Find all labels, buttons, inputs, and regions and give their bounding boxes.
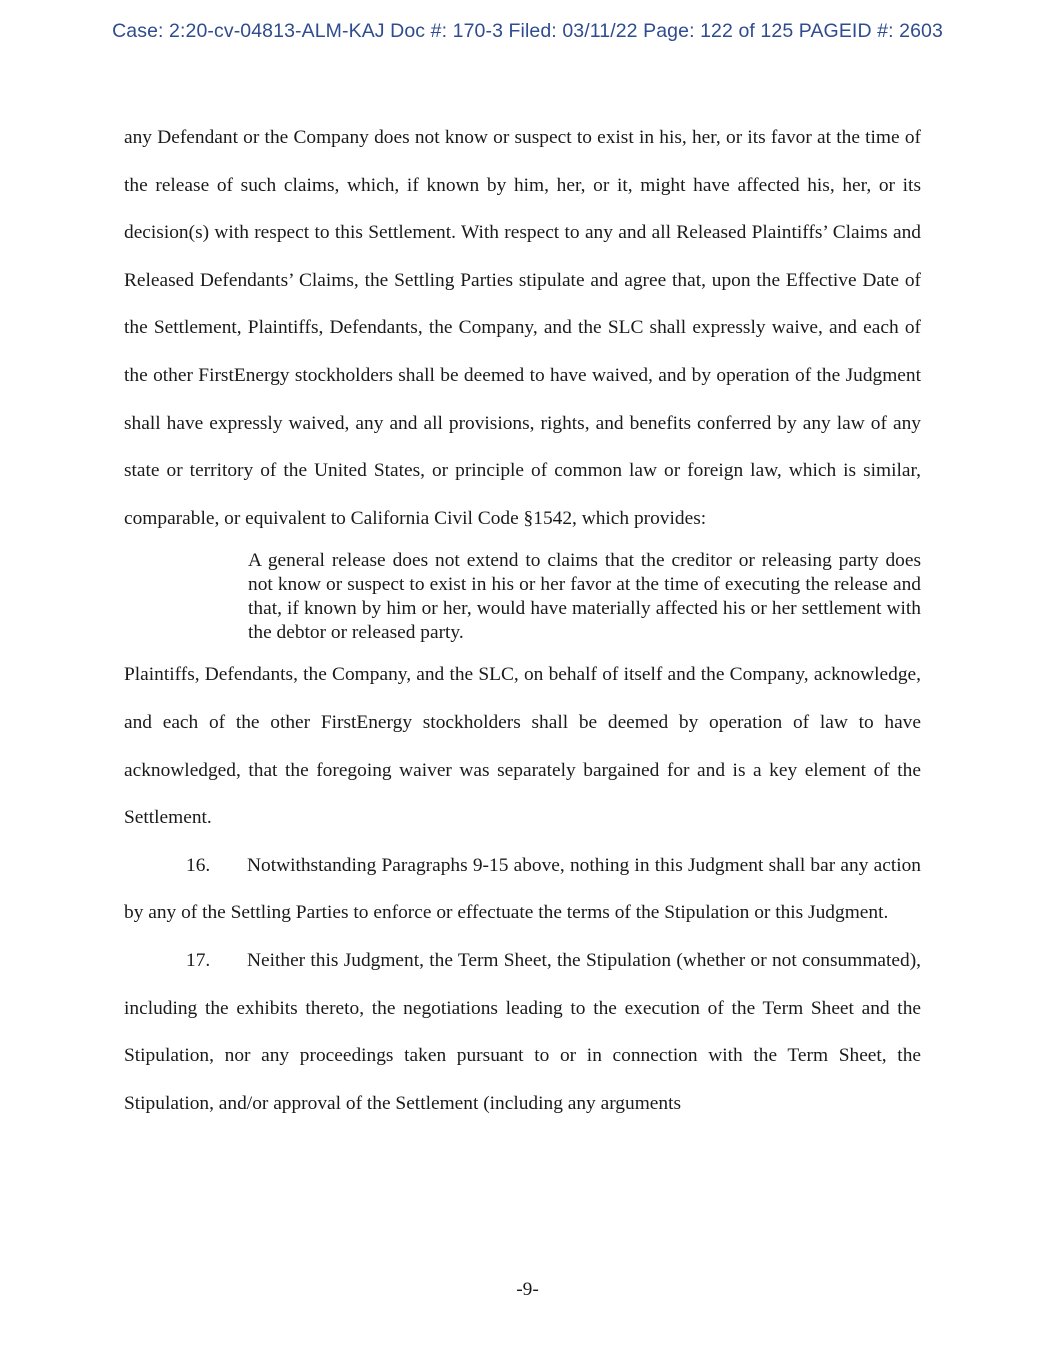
paragraph-16-number: 16. bbox=[186, 854, 211, 876]
block-quote-civil-code-1542: A general release does not extend to claims that the creditor or releasing party does not know or suspect to exist in his or her favor at the time of executing the release and that, if known by him or her, would have materially affected his or her settlement with the debtor or released party. bbox=[248, 550, 921, 644]
paragraph-continuation: any Defendant or the Company does not know or suspect to exist in his, her, or its favor at the time of the release of such claims, which, if known by him, her, or it, might have affected his, her, or its decision(s) with respect to this Settlement. With respect to any and all Released Plaintiffs’ Claims and Released Defendants’ Claims, the Settling Parties stipulate and agree that, upon the Effective Date of the Settlement, Plaintiffs, Defendants, the Company, and the SLC shall expressly waive, and each of the other FirstEnergy stockholders shall be deemed to have waived, and by operation of the Judgment shall have expressly waived, any and all provisions, rights, and benefits conferred by any law of any state or territory of the United States, or principle of common law or foreign law, which is similar, comparable, or equivalent to California Civil Code §1542, which provides: bbox=[124, 127, 921, 529]
document-body bbox=[124, 114, 921, 1127]
page-number: -9- bbox=[516, 1279, 539, 1300]
paragraph-17-number: 17. bbox=[186, 949, 211, 971]
paragraph-17-text: Neither this Judgment, the Term Sheet, the Stipulation (whether or not consummated), including the exhibits thereto, the negotiations leading to the execution of the Term Sheet and the Stipulation, nor any proceedings taken pursuant to or in connection with the Term Sheet, the Stipulation, and/or approval of the Settlement (including any arguments bbox=[124, 949, 921, 1114]
paragraph-17 bbox=[124, 937, 921, 1127]
paragraph-16-text: Notwithstanding Paragraphs 9-15 above, nothing in this Judgment shall bar any action by any of the Settling Parties to enforce or effectuate the terms of the Stipulation or this Judgment. bbox=[124, 854, 921, 924]
case-header-stamp: Case: 2:20-cv-04813-ALM-KAJ Doc #: 170-3 Filed: 03/11/22 Page: 122 of 125 PAGEID #: 2603 bbox=[112, 20, 943, 42]
paragraph-16 bbox=[124, 842, 921, 937]
paragraph-acknowledgment: Plaintiffs, Defendants, the Company, and the SLC, on behalf of itself and the Company, acknowledge, and each of the other FirstEnergy stockholders shall be deemed by operation of law to have acknowledged, that the foregoing waiver was separately bargained for and is a key element of the Settlement. bbox=[124, 664, 921, 829]
